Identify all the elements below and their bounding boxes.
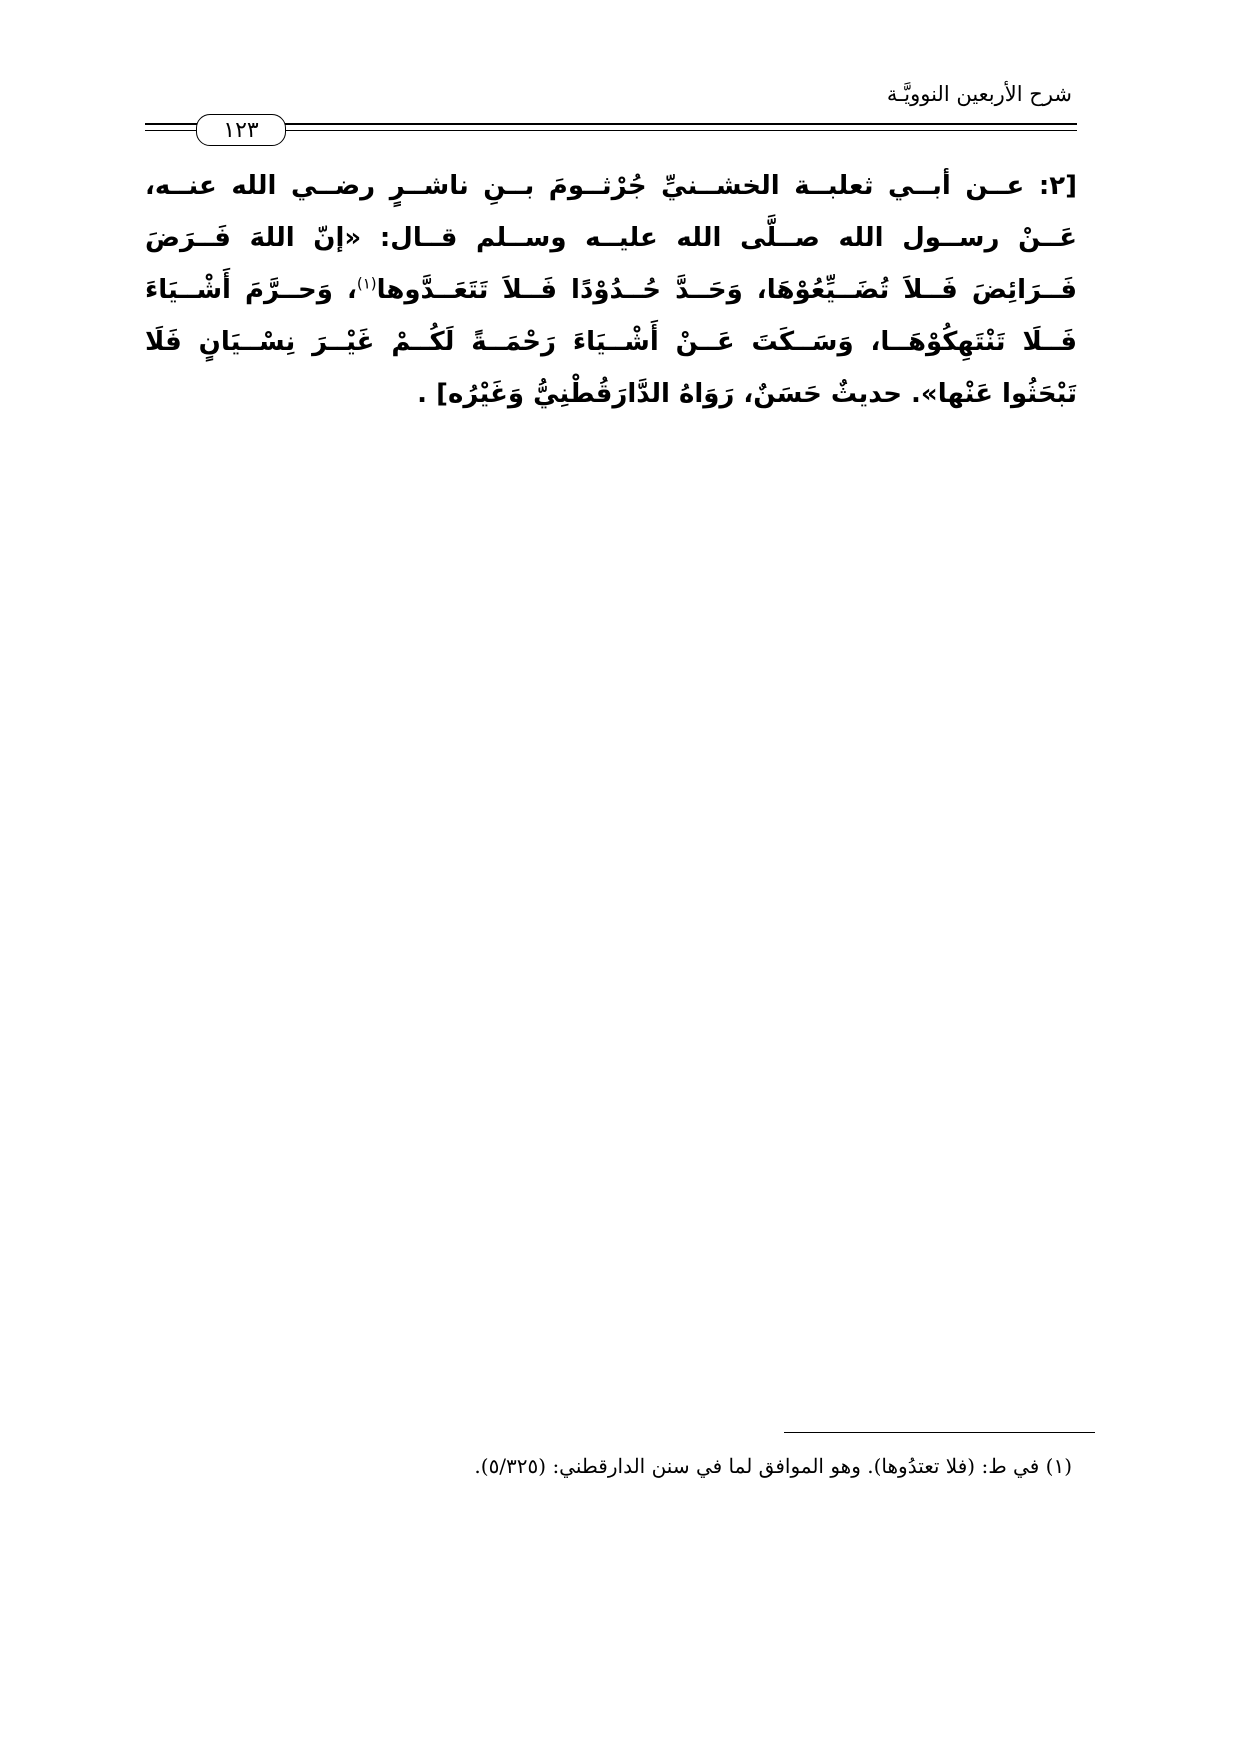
hadith-text-continued: ، وَحــرَّمَ أَشْــيَاءَ فَــلَا تَنْتَهِكُوْهَــا، وَسَــكَتَ عَــنْ أَشْــيَاءَ رَحْمَــةً لَكُــمْ غَيْــرَ نِسْــيَانٍ فَلَا تَبْحَثُوا عَنْها». حديثٌ حَسَنٌ، رَوَاهُ الدَّارَقُطْنِيُّ وَغَيْرُه] . [145, 275, 1077, 409]
footnote: (١) في ط: (فلا تعتدُوها). وهو الموافق لما في سنن الدارقطني: (٥/٣٢٥). [474, 1454, 1072, 1478]
footnote-reference: (١) [356, 274, 377, 293]
hadith-text: [٢: عــن أبــي ثعلبــة الخشــنيِّ جُرْثــومَ بــنِ ناشــرٍ رضــي الله عنــه، عَــنْ رســول الله صــلَّى الله عليــه وســلم قــال: «إنّ اللهَ فَــرَضَ فَــرَائِضَ فَــلاَ تُضَــيِّعُوْهَا، وَحَــدَّ حُــدُوْدًا فَــلاَ تَتَعَــدَّوها [145, 171, 1077, 305]
running-title: شرح الأربعين النوويَّـة [886, 82, 1072, 106]
hadith-paragraph [145, 160, 1077, 420]
page-number: ١٢٣ [196, 114, 286, 146]
footnote-separator [784, 1432, 1095, 1433]
